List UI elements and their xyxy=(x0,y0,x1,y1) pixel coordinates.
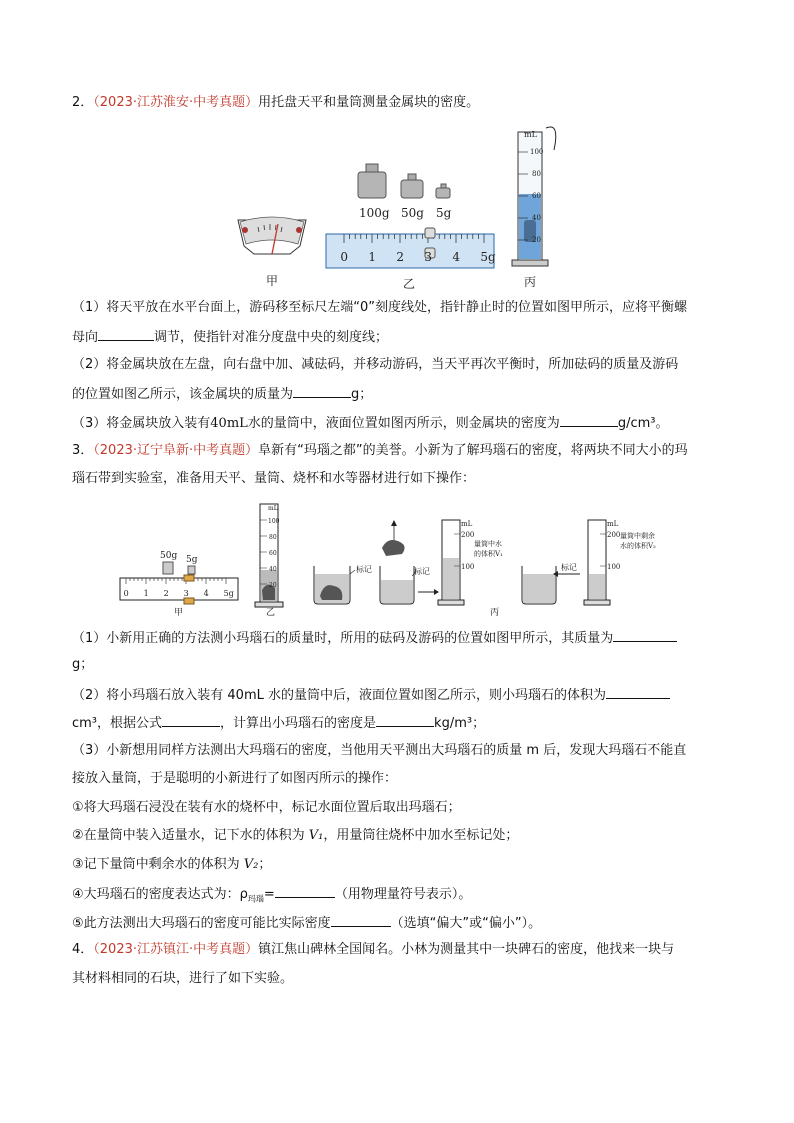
q3-source: （2023·辽宁阜新·中考真题） xyxy=(93,443,259,458)
q3-scale-tick-label: 0 xyxy=(123,589,129,598)
cyl-unit: mL xyxy=(524,130,537,139)
cyl-tick: 40 xyxy=(532,214,541,222)
q4-stem-line2: 其材料相同的石块，进行了如下实验。 xyxy=(72,971,294,986)
cyl-tick: 200 xyxy=(461,531,475,539)
answer-blank[interactable] xyxy=(162,713,220,727)
label-yi: 乙 xyxy=(266,608,276,618)
label-jia: 甲 xyxy=(174,608,184,618)
q3-part1-line2: g； xyxy=(72,657,94,672)
answer-blank[interactable] xyxy=(606,685,670,699)
v2-label: 水的体积V₂ xyxy=(620,542,656,550)
q4-title: 4．（2023·江苏镇江·中考真题）镇江焦山碑林全国闻名。小林为测量其中一块碑石的密度，他找来一块与 xyxy=(72,942,675,957)
weight-5g: 5g xyxy=(436,206,452,220)
q3-title: 3．（2023·辽宁阜新·中考真题）阜新有“玛瑙之都”的美誉。小新为了解玛瑙石的密度，将两块不同大小的玛 xyxy=(72,443,688,458)
q3-step1: ①将大玛瑙石浸没在装有水的烧杯中，标记水面位置后取出玛瑙石； xyxy=(72,800,461,815)
stone-removed xyxy=(382,520,405,556)
q2-scale-tick-label: 1 xyxy=(368,250,377,264)
cyl-tick: 80 xyxy=(269,534,277,541)
q2-part1-line2: 母向 调节，使指针对准分度盘中央的刻度线； xyxy=(72,327,388,347)
beaker-without-stone xyxy=(380,566,414,604)
q3-step3: ③记下量筒中剩余水的体积为 V₂； xyxy=(72,857,272,872)
answer-blank[interactable] xyxy=(376,713,434,727)
v1-label: 量筒中水 xyxy=(474,540,502,548)
answer-blank[interactable] xyxy=(98,327,154,341)
q3-scale-tick-label: 2 xyxy=(163,589,169,598)
cyl-tick: 60 xyxy=(269,550,277,557)
q3-part3-line2: 接放入量筒，于是聪明的小新进行了如图丙所示的操作： xyxy=(72,771,398,786)
label-jia: 甲 xyxy=(266,274,279,288)
q3-scale-tick-label: 5g xyxy=(223,589,234,598)
answer-blank[interactable] xyxy=(560,413,618,427)
q3-part1-line1: （1）小新用正确的方法测小玛瑙石的质量时，所用的砝码及游码的位置如图甲所示，其质量为 xyxy=(72,628,677,648)
cyl-tick: 60 xyxy=(532,192,541,200)
balance-dial xyxy=(238,217,306,254)
beaker-refilled xyxy=(522,566,556,604)
q4-source: （2023·江苏镇江·中考真题） xyxy=(93,942,259,957)
q3-part2-line2: cm³，根据公式 ，计算出小玛瑙石的密度是 kg/m³； xyxy=(72,713,485,733)
weight-5g: 5g xyxy=(186,555,198,565)
q2-figure xyxy=(228,120,568,292)
q2-scale-tick-label: 2 xyxy=(396,250,405,264)
cyl-unit: mL xyxy=(268,505,278,512)
q3-stem-line2: 瑙石带到实验室，准备用天平、量筒、烧杯和水等器材进行如下操作： xyxy=(72,471,476,486)
q3-scale-tick-label: 4 xyxy=(203,589,209,598)
weight-100g: 100g xyxy=(359,206,390,220)
cyl-tick: 100 xyxy=(530,148,544,156)
answer-blank[interactable] xyxy=(293,384,351,398)
q2-title: 2．（2023·江苏淮安·中考真题）用托盘天平和量筒测量金属块的密度。 xyxy=(72,95,480,110)
weights xyxy=(358,164,450,198)
cyl-tick: 20 xyxy=(269,582,277,589)
label-bing: 丙 xyxy=(490,608,500,618)
balance-rider-scale xyxy=(120,562,238,604)
cyl-tick: 100 xyxy=(268,518,280,525)
q3-step5: ⑤此方法测出大玛瑙石的密度可能比实际密度 （选填“偏大”或“偏小”）。 xyxy=(72,913,541,933)
answer-blank[interactable] xyxy=(275,884,335,898)
mark-label: 标记 xyxy=(414,567,430,576)
cyl-unit: mL xyxy=(461,520,473,528)
q3-scale-tick-label: 1 xyxy=(143,589,149,598)
q3-step4: ④大玛瑙石的密度表达式为：$\rho_{玛瑙}=$ （用物理量符号表示）。 xyxy=(72,884,471,909)
q3-figure xyxy=(118,496,678,622)
cyl-unit: mL xyxy=(607,520,619,528)
cyl-tick: 100 xyxy=(607,563,621,571)
q2-part2-line2: 的位置如图乙所示，该金属块的质量为 g； xyxy=(72,384,372,404)
q3-part3-line1: （3）小新想用同样方法测出大玛瑙石的密度，当他用天平测出大玛瑙石的质量 m 后，发现大玛瑙石不能直 xyxy=(72,743,687,758)
cyl-tick: 200 xyxy=(607,531,621,539)
q2-part3: （3）将金属块放入装有40mL水的量筒中，液面位置如图丙所示，则金属块的密度为 g/cm³。 xyxy=(72,413,668,433)
label-yi: 乙 xyxy=(403,277,416,291)
q2-part1-line1: （1）将天平放在水平台面上，游码移至标尺左端“0”刻度线处，指针静止时的位置如图甲所示，应将平衡螺 xyxy=(72,300,688,315)
v1-label: 的体积V₁ xyxy=(474,550,503,558)
label-bing: 丙 xyxy=(524,275,537,289)
weight-50g: 50g xyxy=(401,206,424,220)
q2-scale-tick-label: 5g xyxy=(480,250,496,264)
arrow-icon xyxy=(434,589,439,595)
cyl-tick: 80 xyxy=(532,170,541,178)
rider-scale xyxy=(326,228,494,268)
cyl-tick: 40 xyxy=(269,566,277,573)
v2-label: 量筒中剩余 xyxy=(620,532,655,540)
mark-label: 标记 xyxy=(356,565,372,574)
answer-blank[interactable] xyxy=(613,628,677,642)
q2-scale-tick-label: 0 xyxy=(340,250,349,264)
q2-source: （2023·江苏淮安·中考真题） xyxy=(93,95,259,110)
q2-scale-tick-label: 4 xyxy=(452,250,461,264)
mark-label: 标记 xyxy=(561,563,577,572)
q3-part2-line1: （2）将小玛瑙石放入装有 40mL 水的量筒中后，液面位置如图乙所示，则小玛瑙石的体积为 xyxy=(72,685,670,705)
q2-scale-tick-label: 3 xyxy=(424,250,433,264)
q2-part2-line1: （2）将金属块放在左盘，向右盘中加、减砝码，并移动游码，当天平再次平衡时，所加砝码的质量及游码 xyxy=(72,357,679,372)
cyl-tick: 100 xyxy=(461,563,475,571)
beaker-with-stone xyxy=(314,566,350,604)
weight-50g: 50g xyxy=(160,551,178,561)
cyl-tick: 20 xyxy=(532,236,541,244)
answer-blank[interactable] xyxy=(331,913,391,927)
q3-step2: ②在量筒中装入适量水，记下水的体积为 V₁，用量筒往烧杯中加水至标记处； xyxy=(72,828,519,843)
q3-scale-tick-label: 3 xyxy=(183,589,189,598)
